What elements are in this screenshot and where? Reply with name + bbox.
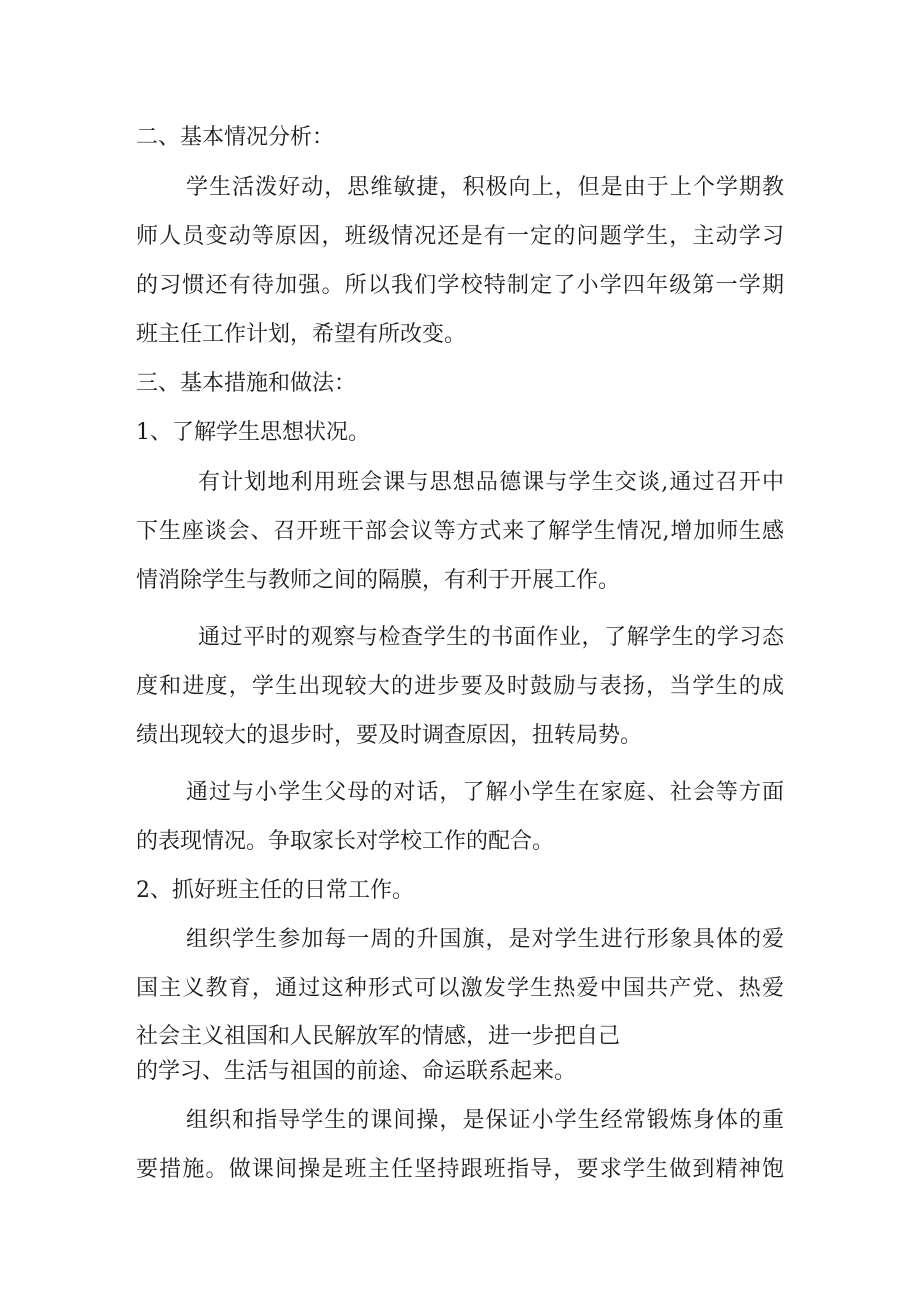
paragraph-line: 的习惯还有待加强。所以我们学校特制定了小学四年级第一学期 — [136, 273, 784, 298]
paragraph-line: 要措施。做课间操是班主任坚持跟班指导，要求学生做到精神饱 — [136, 1157, 784, 1182]
section-heading-basic-situation: 二、基本情况分析： — [136, 125, 335, 150]
paragraph-line: 班主任工作计划，希望有所改变。 — [136, 322, 467, 347]
paragraph-line: 通过与小学生父母的对话，了解小学生在家庭、社会等方面 — [186, 780, 784, 805]
paragraph-line: 师人员变动等原因，班级情况还是有一定的问题学生，主动学习 — [136, 224, 784, 249]
paragraph-line: 有计划地利用班会课与思想品德课与学生交谈,通过召开中 — [198, 470, 784, 495]
paragraph-line: 社会主义祖国和人民解放军的情感，进一步把自己 — [136, 1024, 621, 1049]
paragraph-line: 组织和指导学生的课间操，是保证小学生经常锻炼身体的重 — [186, 1108, 784, 1133]
paragraph-line: 度和进度，学生出现较大的进步要及时鼓励与表扬，当学生的成 — [136, 674, 784, 699]
paragraph-line: 下生座谈会、召开班干部会议等方式来了解学生情况,增加师生感 — [136, 519, 784, 544]
paragraph-line: 通过平时的观察与检查学生的书面作业，了解学生的学习态 — [198, 625, 784, 650]
paragraph-line: 的表现情况。争取家长对学校工作的配合。 — [136, 829, 555, 854]
section-heading-measures: 三、基本措施和做法： — [136, 371, 357, 396]
paragraph-line: 组织学生参加每一周的升国旗，是对学生进行形象具体的爱 — [186, 927, 784, 952]
paragraph-line: 绩出现较大的退步时，要及时调查原因，扭转局势。 — [136, 723, 643, 748]
paragraph-line: 的学习、生活与祖国的前途、命运联系起来。 — [136, 1059, 577, 1084]
subsection-heading-1: 1、了解学生思想状况。 — [136, 420, 370, 445]
paragraph-line: 情消除学生与教师之间的隔膜，有利于开展工作。 — [136, 568, 621, 593]
subsection-heading-2: 2、抓好班主任的日常工作。 — [136, 878, 414, 903]
paragraph-line: 国主义教育，通过这种形式可以激发学生热爱中国共产党、热爱 — [136, 976, 784, 1001]
paragraph-line: 学生活泼好动，思维敏捷，积极向上，但是由于上个学期教 — [186, 175, 784, 200]
